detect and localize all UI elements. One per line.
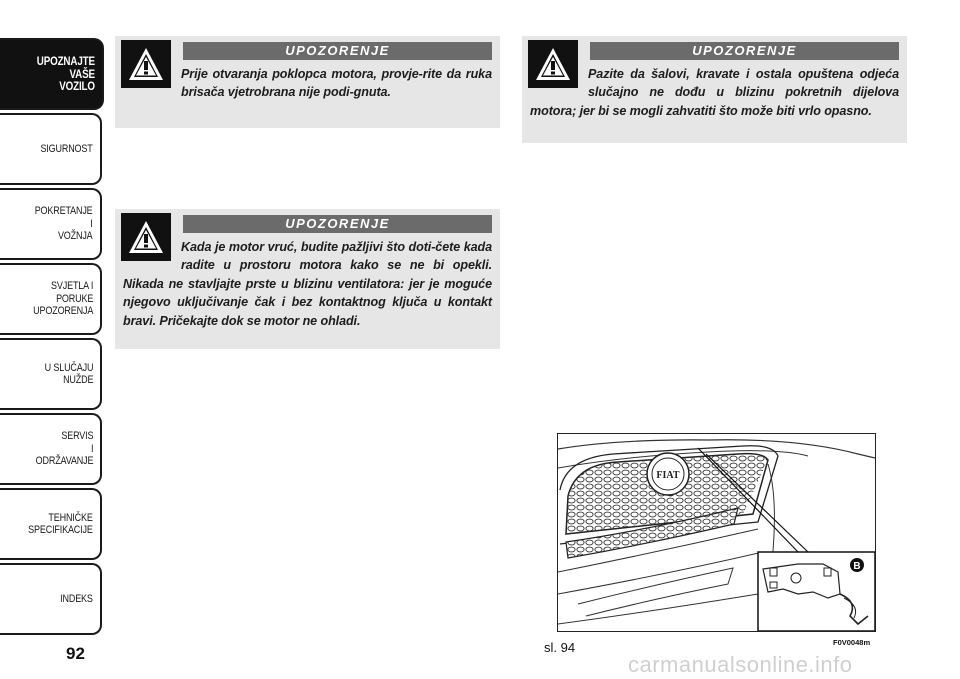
tab-u-slucaju-nuzde[interactable]	[0, 338, 102, 410]
page-number: 92	[66, 644, 85, 663]
tab-label: INDEKS	[60, 592, 93, 605]
warning-box-hot-engine	[115, 209, 500, 349]
tab-tehnicke-specifikacije[interactable]	[0, 488, 102, 560]
callout-label-b: B	[853, 561, 861, 572]
tab-label: UPOZNAJTE VAŠE VOZILO	[36, 54, 95, 94]
warning-triangle-icon	[528, 40, 578, 88]
tab-upoznajte-vase-vozilo[interactable]	[0, 38, 104, 110]
tab-label: U SLUČAJU NUŽDE	[44, 361, 93, 386]
fiat-logo-text: FIAT	[656, 470, 680, 481]
tab-label: TEHNIČKE SPECIFIKACIJE	[28, 511, 93, 536]
warning-heading: UPOZORENJE	[590, 42, 899, 60]
tab-label: SERVIS I ODRŽAVANJE	[35, 430, 93, 468]
warning-box-loose-clothing	[522, 36, 907, 143]
tab-label: POKRETANJE I VOŽNJA	[35, 205, 93, 243]
chapter-tabs	[0, 38, 102, 638]
warning-text: Pazite da šalovi, kravate i ostala opuštena odjeća slučajno ne dođu u blizinu pokretnih dijelova motora; jer bi se mogli zahvatiti što može biti vrlo opasno.	[530, 67, 899, 118]
warning-text: Kada je motor vruć, budite pažljivi što doti-čete kada radite u prostoru motora kako se ne bi opekli. Nikada ne stavljajte prste u blizinu ventilatora: jer je moguće njegovo uključivanje čak i bez kontaktnog ključa u kontakt bravi. Pričekajte dok se motor ne ohladi.	[123, 240, 492, 328]
warning-text: Prije otvaranja poklopca motora, provje-rite da ruka brisača vjetrobrana nije podi-gnuta.	[181, 67, 492, 100]
warning-triangle-icon	[121, 40, 171, 88]
tab-indeks[interactable]	[0, 563, 102, 635]
tab-label: SIGURNOST	[40, 142, 93, 155]
tab-servis-i-odrzavanje[interactable]	[0, 413, 102, 485]
warning-heading: UPOZORENJE	[183, 215, 492, 233]
watermark: carmanualsonline.info	[628, 652, 853, 677]
figure-caption: sl. 94	[544, 640, 576, 655]
grille-illustration	[558, 434, 875, 631]
tab-pokretanje-i-voznja[interactable]	[0, 188, 102, 260]
tab-sigurnost[interactable]	[0, 113, 102, 185]
figure-code: F0V0048m	[833, 638, 871, 647]
warning-heading: UPOZORENJE	[183, 42, 492, 60]
figure-hood-latch	[557, 433, 876, 632]
warning-box-wiper	[115, 36, 500, 128]
tab-label: SVJETLA I PORUKE UPOZORENJA	[32, 280, 93, 318]
warning-triangle-icon	[121, 213, 171, 261]
tab-svjetla-i-poruke[interactable]	[0, 263, 102, 335]
